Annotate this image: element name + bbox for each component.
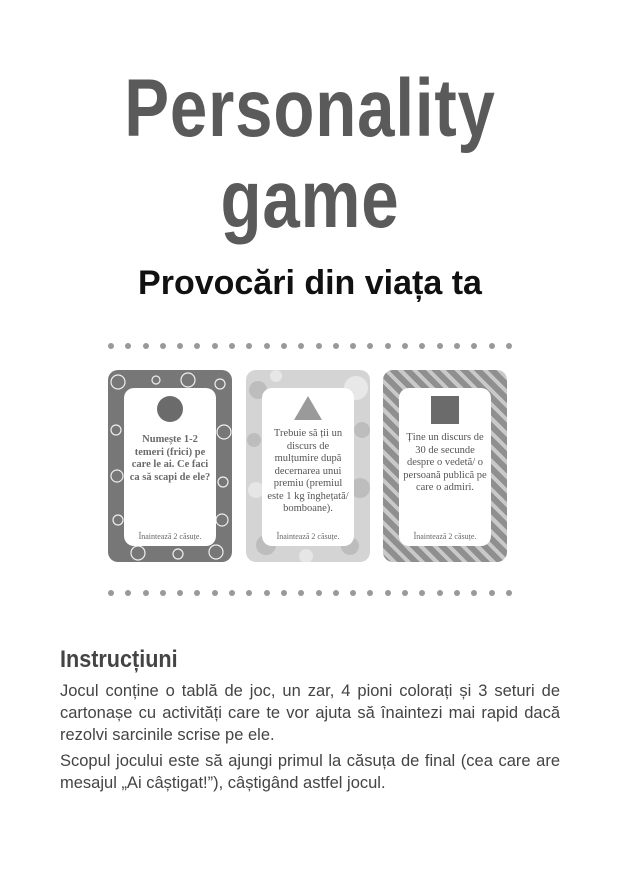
divider-dot — [160, 343, 166, 349]
divider-dot — [229, 590, 235, 596]
divider-dot — [402, 590, 408, 596]
divider-dot — [489, 590, 495, 596]
instructions-paragraph-1: Jocul conține o tablă de joc, un zar, 4 pioni colorați și 3 seturi de cartonașe cu activități care te vor ajuta să înaintezi mai rapid dacă rezolvi sarcinile scrise pe ele. — [60, 682, 560, 744]
divider-dot — [298, 343, 304, 349]
divider-dot — [177, 343, 183, 349]
divider-dot — [454, 590, 460, 596]
divider-dot — [264, 590, 270, 596]
divider-dot — [298, 590, 304, 596]
divider-dot — [506, 590, 512, 596]
divider-dot — [264, 343, 270, 349]
divider-dot — [177, 590, 183, 596]
divider-dot — [108, 590, 114, 596]
divider-dot — [281, 590, 287, 596]
divider-dot — [454, 343, 460, 349]
divider-dot — [350, 590, 356, 596]
challenge-card-2 — [246, 370, 370, 562]
title-line-1: Personality — [124, 63, 496, 154]
divider-dot — [194, 343, 200, 349]
divider-dot — [108, 343, 114, 349]
challenge-card-1 — [108, 370, 232, 562]
instructions-heading: Instrucțiuni — [60, 646, 178, 673]
divider-dot — [471, 590, 477, 596]
divider-dot — [367, 343, 373, 349]
dotted-divider-bottom — [108, 589, 512, 597]
divider-dot — [143, 590, 149, 596]
divider-dot — [333, 590, 339, 596]
card-text: Ține un discurs de 30 de secunde despre o vedetă/ o persoană publică pe care o admiri. — [403, 432, 487, 493]
divider-dot — [212, 590, 218, 596]
square-icon — [431, 396, 459, 424]
divider-dot — [385, 343, 391, 349]
card-face — [399, 388, 491, 546]
card-footer: Înaintează 2 căsuțe. — [276, 532, 340, 541]
divider-dot — [281, 343, 287, 349]
circle-icon — [157, 396, 183, 422]
divider-dot — [350, 343, 356, 349]
title-line-2: game — [220, 154, 400, 245]
card-face — [124, 388, 216, 546]
card-text: Trebuie să ții un discurs de mulțumire după decernarea unui premiu (premiul este 1 kg înghețată/ bomboane). — [267, 428, 349, 514]
divider-dot — [437, 343, 443, 349]
divider-dot — [229, 343, 235, 349]
divider-dot — [246, 590, 252, 596]
triangle-icon — [294, 396, 322, 420]
divider-dot — [419, 343, 425, 349]
divider-dot — [506, 343, 512, 349]
divider-dot — [125, 590, 131, 596]
divider-dot — [212, 343, 218, 349]
card-face — [262, 388, 354, 546]
dotted-divider-top — [108, 342, 512, 350]
divider-dot — [471, 343, 477, 349]
divider-dot — [125, 343, 131, 349]
challenge-card-3 — [383, 370, 507, 562]
subtitle: Provocări din viața ta — [138, 264, 482, 302]
divider-dot — [246, 343, 252, 349]
card-footer: Înaintează 2 căsuțe. — [138, 532, 202, 541]
card-footer: Înaintează 2 căsuțe. — [413, 532, 477, 541]
instructions-paragraph-2: Scopul jocului este să ajungi primul la căsuța de final (cea care are mesajul „Ai câștigat!”), câștigând astfel jocul. — [60, 752, 560, 792]
card-text: Numește 1-2 temeri (frici) pe care le ai. Ce faci ca să scapi de ele? — [129, 434, 211, 483]
divider-dot — [316, 343, 322, 349]
divider-dot — [385, 590, 391, 596]
divider-dot — [402, 343, 408, 349]
divider-dot — [333, 343, 339, 349]
divider-dot — [194, 590, 200, 596]
divider-dot — [160, 590, 166, 596]
divider-dot — [143, 343, 149, 349]
divider-dot — [489, 343, 495, 349]
divider-dot — [367, 590, 373, 596]
divider-dot — [316, 590, 322, 596]
divider-dot — [419, 590, 425, 596]
divider-dot — [437, 590, 443, 596]
